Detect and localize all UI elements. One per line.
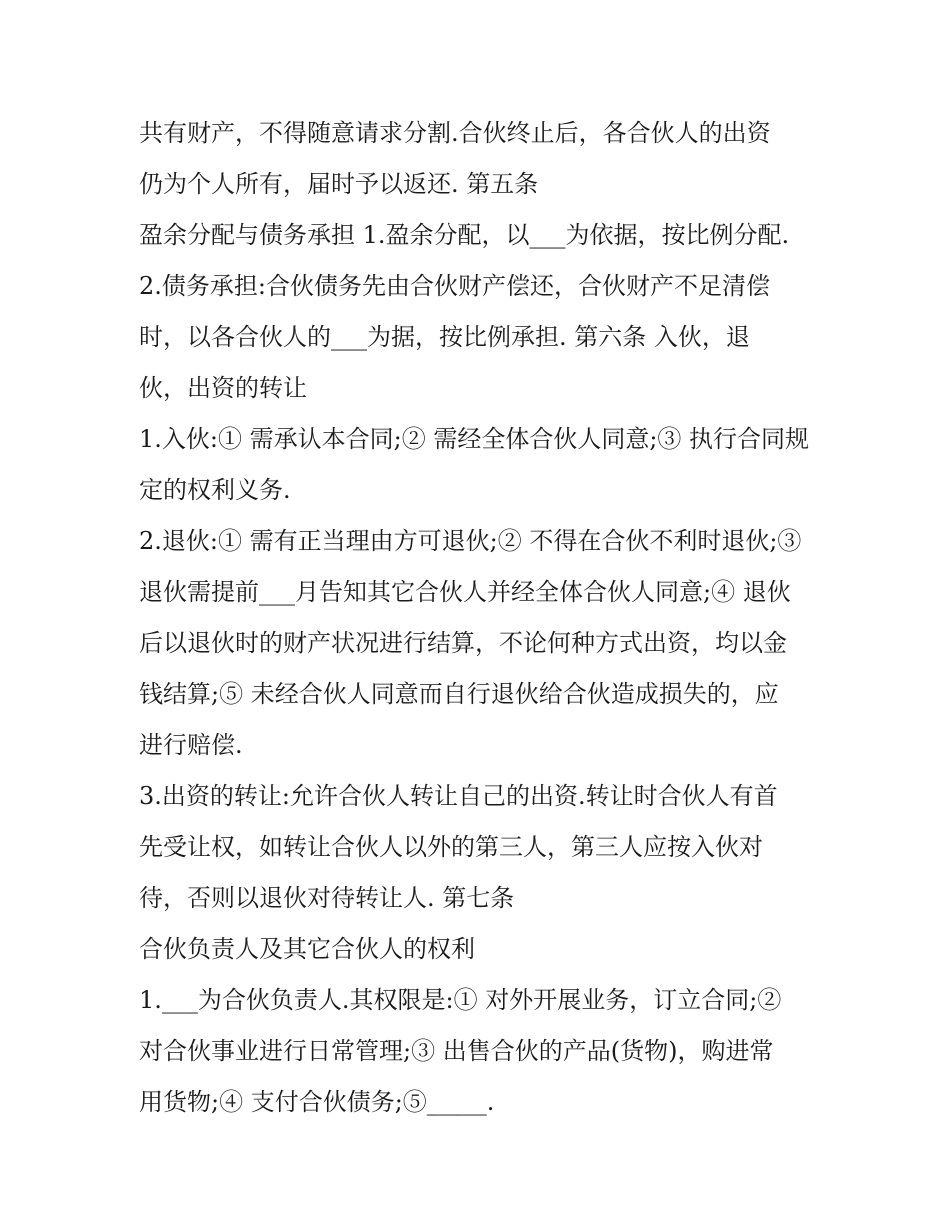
- text-line: 合伙负责人及其它合伙人的权利: [139, 935, 475, 963]
- text-line: 2.退伙:① 需有正当理由方可退伙;② 不得在合伙不利时退伙;③: [139, 527, 802, 555]
- text-line: 对合伙事业进行日常管理;③ 出售合伙的产品(货物)，购进常: [139, 1037, 774, 1065]
- text-line: 共有财产，不得随意请求分割.合伙终止后，各合伙人的出资: [139, 119, 771, 147]
- text-line: 用货物;④ 支付合伙债务;⑤_____.: [139, 1088, 495, 1116]
- text-line: 钱结算;⑤ 未经合伙人同意而自行退伙给合伙造成损失的，应: [139, 680, 779, 708]
- text-line: 2.债务承担:合伙债务先由合伙财产偿还，合伙财产不足清偿: [139, 272, 770, 300]
- text-line: 先受让权，如转让合伙人以外的第三人，第三人应按入伙对: [139, 833, 763, 861]
- text-line: 伙，出资的转让: [139, 374, 307, 402]
- document-body: [139, 108, 829, 1128]
- text-line: 仍为个人所有，届时予以返还. 第五条: [139, 170, 539, 198]
- text-line: 进行赔偿.: [139, 731, 243, 759]
- text-line: 1.入伙:① 需承认本合同;② 需经全体合伙人同意;③ 执行合同规: [139, 425, 810, 453]
- text-line: 盈余分配与债务承担 1.盈余分配，以___为依据，按比例分配.: [139, 221, 790, 249]
- text-line: 退伙需提前___月告知其它合伙人并经全体合伙人同意;④ 退伙: [139, 578, 791, 606]
- text-line: 待，否则以退伙对待转让人. 第七条: [139, 884, 515, 912]
- text-line: 1.___为合伙负责人.其权限是:① 对外开展业务，订立合同;②: [139, 986, 782, 1014]
- text-line: 3.出资的转让:允许合伙人转让自己的出资.转让时合伙人有首: [139, 782, 778, 810]
- text-line: 时，以各合伙人的___为据，按比例承担. 第六条 入伙，退: [139, 323, 750, 351]
- text-line: 定的权利义务.: [139, 476, 291, 504]
- text-line: 后以退伙时的财产状况进行结算，不论何种方式出资，均以金: [139, 629, 787, 657]
